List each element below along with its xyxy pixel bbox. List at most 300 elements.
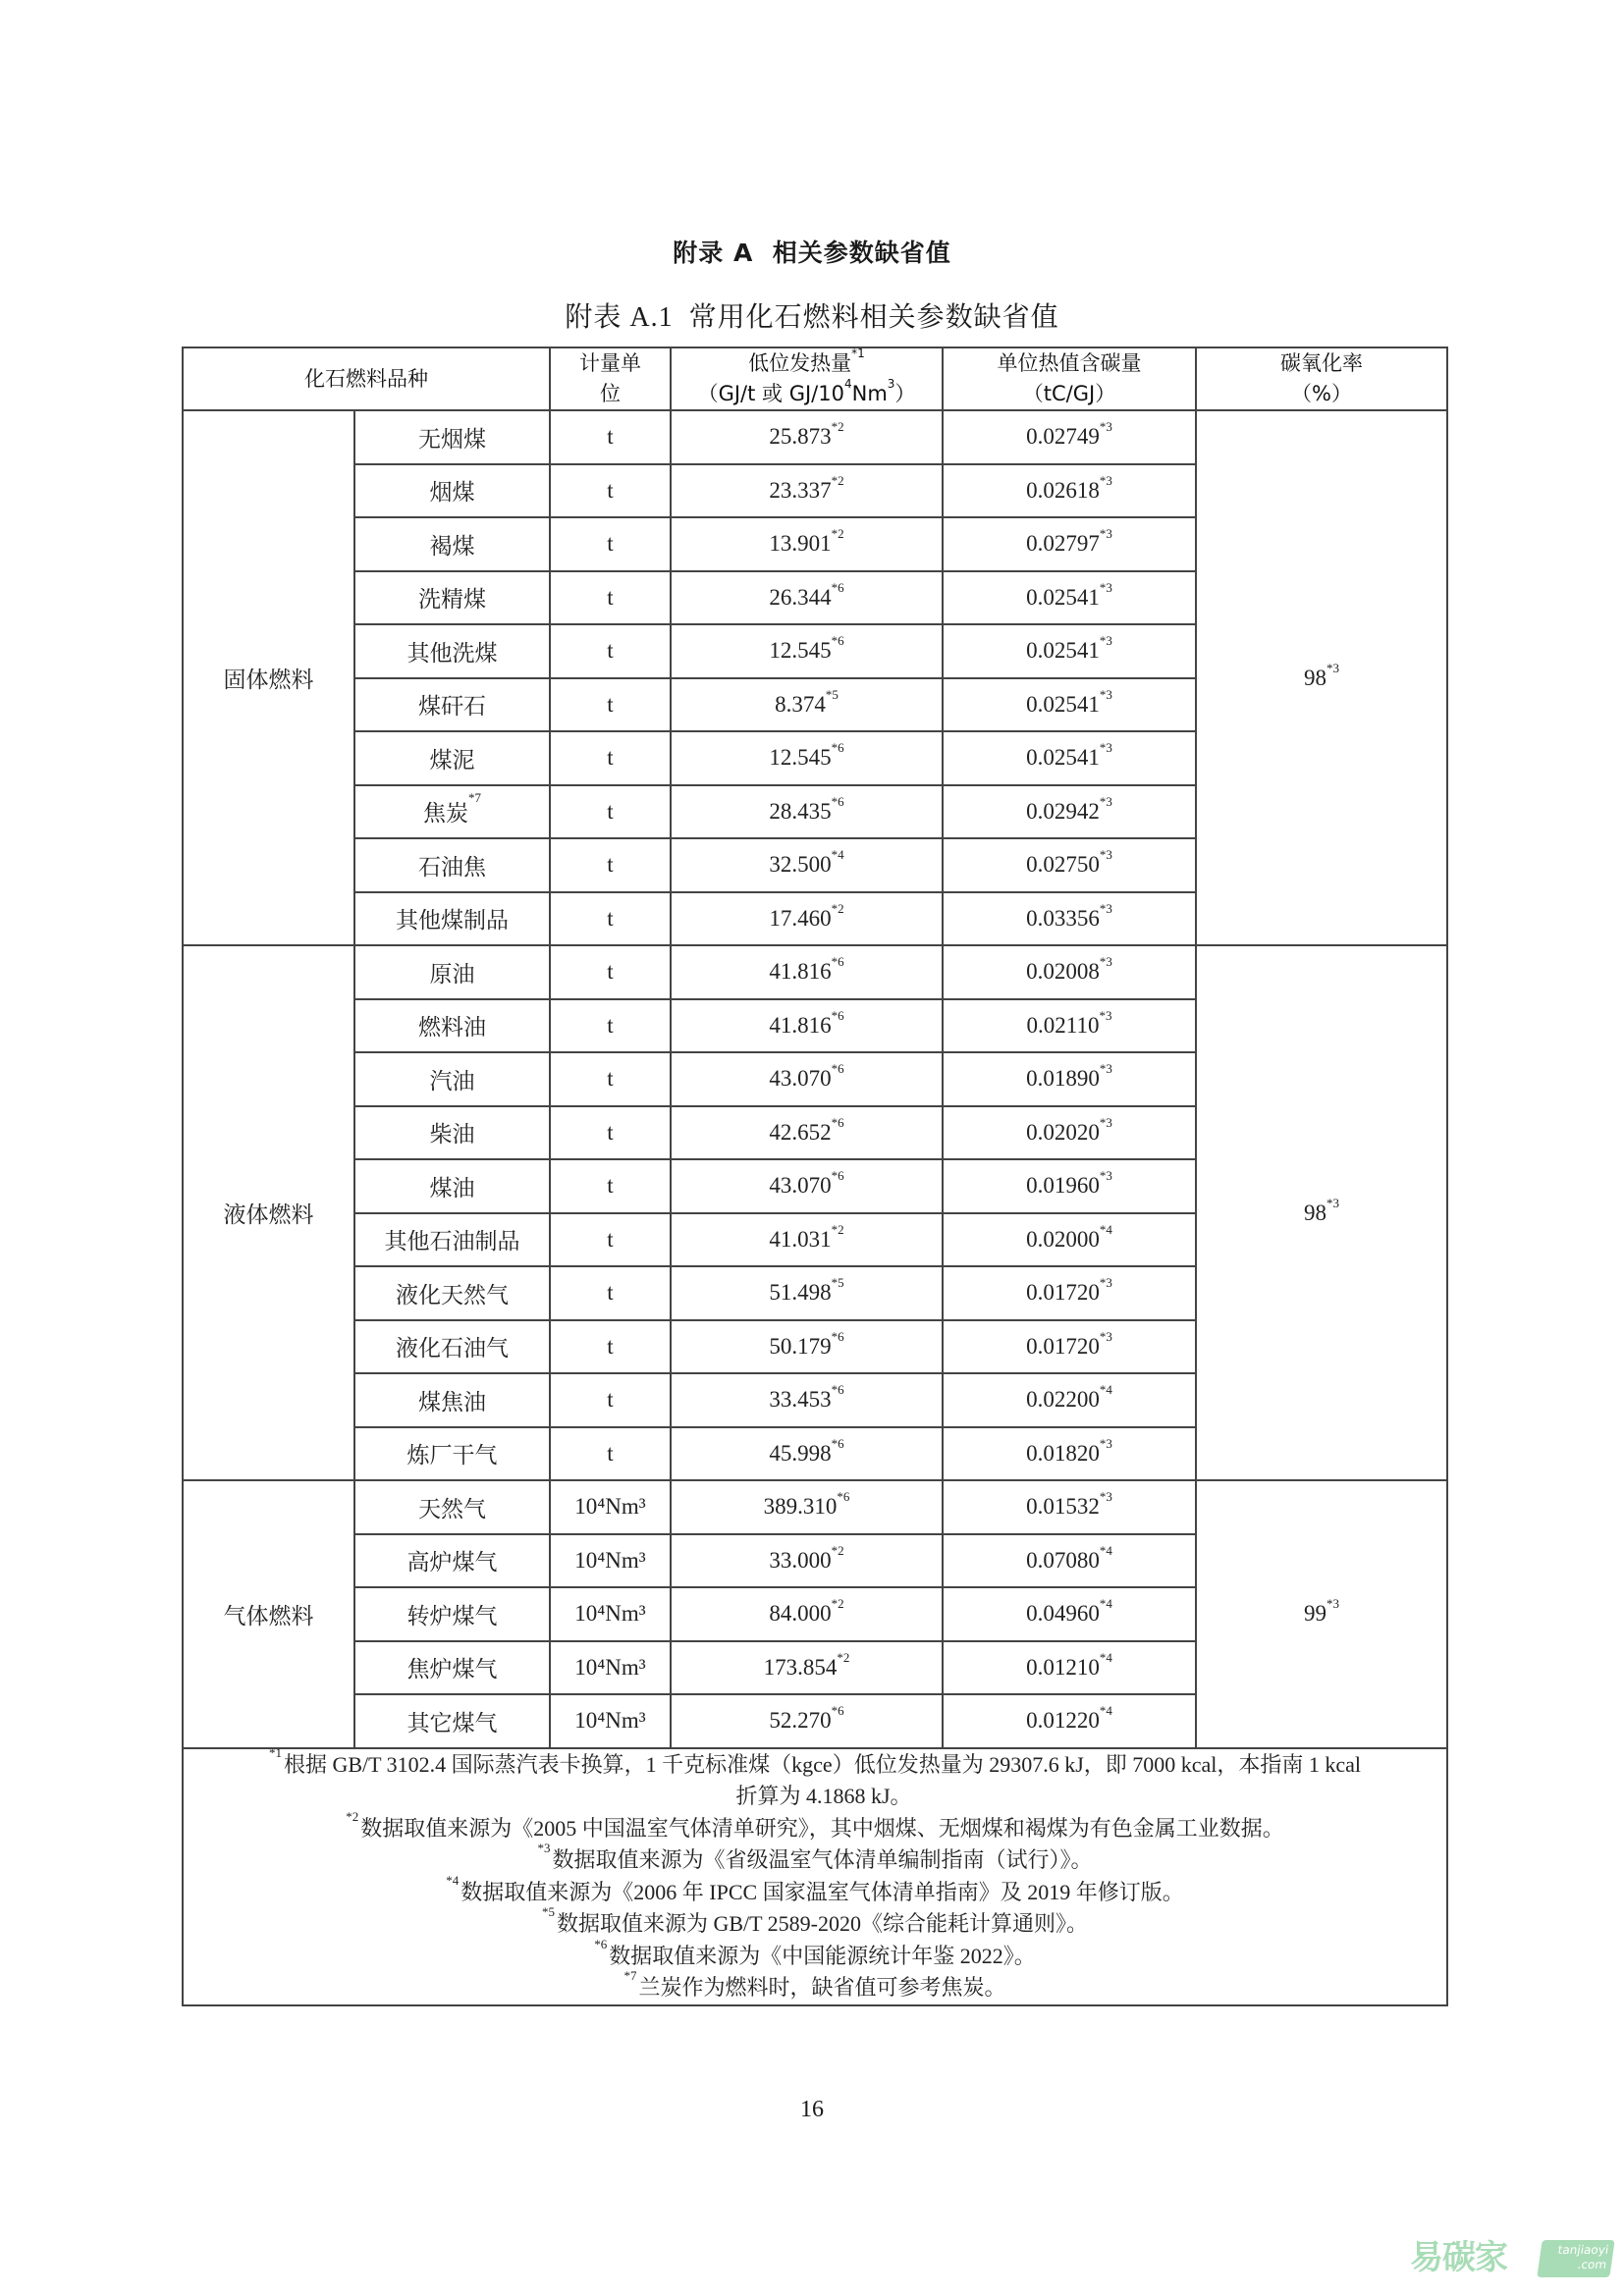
- fuel-name-cell-value: 转炉煤气: [406, 1603, 498, 1629]
- unit-cell: [550, 1694, 671, 1748]
- carbon-content-cell-value: 0.02000: [1026, 1226, 1100, 1252]
- ncv-cell-footnote-mark: *6: [831, 954, 844, 970]
- fuel-name-cell: [354, 1106, 550, 1160]
- unit-cell: [550, 1641, 671, 1695]
- header-ncv-mark: *1: [851, 347, 865, 360]
- unit-cell: [550, 945, 671, 999]
- carbon-content-cell-value: 0.01720: [1026, 1280, 1100, 1306]
- ncv-cell-footnote-mark: *6: [831, 1114, 844, 1130]
- fuel-name-cell-value: 燃料油: [418, 1015, 486, 1041]
- header-ox-unit: （%）: [1291, 382, 1352, 405]
- ncv-cell-footnote-mark: *6: [831, 1007, 844, 1023]
- ncv-cell-footnote-mark: *2: [831, 900, 844, 916]
- unit-cell-value: 10⁴Nm³: [574, 1547, 646, 1573]
- ncv-cell: [671, 945, 943, 999]
- footnote: [184, 1744, 1446, 1782]
- ncv-cell-value: 32.500: [769, 852, 832, 878]
- footnote-mark: *3: [537, 1841, 551, 1855]
- carbon-content-cell-value: 0.02797: [1026, 531, 1100, 557]
- ncv-cell-footnote-mark: *4: [831, 847, 844, 863]
- carbon-content-cell: [943, 1266, 1196, 1320]
- carbon-content-cell: [943, 731, 1196, 785]
- header-ncv-unit-exp: 4: [843, 377, 852, 391]
- category-cell: 液体燃料: [183, 945, 354, 1480]
- carbon-content-cell-footnote-mark: *4: [1099, 1542, 1112, 1558]
- carbon-content-cell-footnote-mark: *4: [1099, 1382, 1112, 1398]
- carbon-content-cell-value: 0.02008: [1026, 959, 1100, 985]
- watermark-logo: [1410, 2230, 1618, 2289]
- unit-cell-value: 10⁴Nm³: [574, 1494, 646, 1520]
- unit-cell: [550, 785, 671, 839]
- fuel-name-cell: [354, 785, 550, 839]
- carbon-content-cell: [943, 1159, 1196, 1213]
- carbon-content-cell-footnote-mark: *3: [1099, 1435, 1112, 1451]
- fuel-name-cell-value: 洗精煤: [418, 587, 486, 613]
- fuel-name-cell: [354, 1159, 550, 1213]
- ncv-cell-value: 26.344: [769, 584, 832, 610]
- fuel-name-cell: [354, 731, 550, 785]
- ncv-cell-value: 33.000: [769, 1547, 832, 1573]
- fuel-name-cell-value: 煤泥: [429, 747, 475, 773]
- fuel-name-cell-value: 汽油: [429, 1068, 475, 1094]
- category-cell: 固体燃料: [183, 410, 354, 945]
- carbon-content-cell-value: 0.04960: [1026, 1601, 1100, 1627]
- ncv-cell-value: 33.453: [769, 1387, 832, 1413]
- category-cell: 气体燃料: [183, 1480, 354, 1748]
- ncv-cell-value: 13.901: [769, 531, 832, 557]
- oxidation-rate-value: 98: [1304, 665, 1326, 690]
- unit-cell-value: t: [607, 745, 614, 771]
- carbon-content-cell-value: 0.01960: [1026, 1173, 1100, 1199]
- header-ncv: [671, 347, 943, 410]
- carbon-content-cell-footnote-mark: *4: [1099, 1649, 1112, 1665]
- ncv-cell-value: 23.337: [769, 477, 832, 503]
- ncv-cell: [671, 838, 943, 892]
- unit-cell: [550, 999, 671, 1053]
- ncv-cell: [671, 1052, 943, 1106]
- table-row: [183, 410, 1447, 464]
- carbon-content-cell-value: 0.01532: [1026, 1494, 1100, 1520]
- carbon-content-cell: [943, 1641, 1196, 1695]
- carbon-content-cell: [943, 892, 1196, 946]
- fuel-name-cell-value: 煤焦油: [418, 1389, 486, 1415]
- unit-cell-value: t: [607, 905, 614, 931]
- footnote: [184, 1808, 1446, 1845]
- unit-cell: [550, 1213, 671, 1267]
- fuel-name-cell: [354, 1427, 550, 1481]
- fuel-name-cell-value: 液化天然气: [396, 1282, 509, 1308]
- unit-cell: [550, 1373, 671, 1427]
- fuel-name-cell: [354, 517, 550, 571]
- unit-cell: [550, 517, 671, 571]
- ncv-cell: [671, 999, 943, 1053]
- unit-cell: [550, 410, 671, 464]
- carbon-content-cell-value: 0.03356: [1026, 905, 1100, 931]
- table-body: [183, 410, 1447, 1748]
- ncv-cell-value: 17.460: [769, 905, 832, 931]
- carbon-content-cell-value: 0.02541: [1026, 745, 1100, 771]
- footnote: [184, 1841, 1446, 1877]
- oxidation-rate-cell: [1196, 1480, 1447, 1748]
- unit-cell-value: t: [607, 424, 614, 450]
- header-ox-label: 碳氧化率: [1280, 351, 1363, 375]
- fuel-name-cell-value: 煤矸石: [418, 694, 486, 720]
- fuel-name-cell-value: 高炉煤气: [406, 1550, 498, 1575]
- fuel-name-cell: [354, 1694, 550, 1748]
- unit-cell-value: t: [607, 1387, 614, 1413]
- watermark-site-line1: tanjiaoyi: [1556, 2243, 1610, 2257]
- carbon-content-cell: [943, 410, 1196, 464]
- fuel-name-cell-value: 其他煤制品: [396, 908, 509, 934]
- oxidation-rate-value: 98: [1304, 1200, 1326, 1225]
- carbon-content-cell-footnote-mark: *3: [1099, 740, 1112, 756]
- footnote-mark: *2: [346, 1808, 359, 1824]
- watermark-site-badge: [1537, 2240, 1614, 2277]
- unit-cell: [550, 1320, 671, 1374]
- oxidation-rate-cell: [1196, 945, 1447, 1480]
- unit-cell-value: t: [607, 477, 614, 503]
- ncv-cell: [671, 464, 943, 518]
- fuel-name-cell-value: 焦炭: [423, 801, 468, 827]
- header-ncv-unit-a: （GJ/t 或 GJ/10: [697, 382, 844, 405]
- header-ncv-label: 低位发热量: [748, 351, 852, 375]
- unit-cell: [550, 624, 671, 678]
- carbon-content-cell-value: 0.02618: [1026, 477, 1100, 503]
- carbon-content-cell-footnote-mark: *4: [1099, 1596, 1112, 1612]
- unit-cell: [550, 1266, 671, 1320]
- carbon-content-cell-value: 0.02541: [1026, 584, 1100, 610]
- ncv-cell-footnote-mark: *6: [831, 740, 844, 756]
- unit-cell-value: t: [607, 1173, 614, 1199]
- fuel-name-cell-value: 天然气: [418, 1496, 486, 1522]
- carbon-content-cell-footnote-mark: *3: [1099, 633, 1112, 649]
- ncv-cell-value: 52.270: [769, 1708, 832, 1734]
- carbon-content-cell: [943, 945, 1196, 999]
- carbon-content-cell-value: 0.02749: [1026, 424, 1100, 450]
- unit-cell-value: t: [607, 1066, 614, 1092]
- fuel-name-cell-value: 原油: [429, 961, 475, 987]
- oxidation-rate-cell: [1196, 410, 1447, 945]
- carbon-content-cell-value: 0.01720: [1026, 1333, 1100, 1359]
- ncv-cell-footnote-mark: *6: [831, 1328, 844, 1344]
- ncv-cell: [671, 624, 943, 678]
- carbon-content-cell-footnote-mark: *3: [1099, 1168, 1112, 1184]
- carbon-content-cell-value: 0.02750: [1026, 852, 1100, 878]
- carbon-content-cell-footnote-mark: *3: [1099, 793, 1112, 809]
- unit-cell: [550, 1159, 671, 1213]
- unit-cell: [550, 731, 671, 785]
- ncv-cell-footnote-mark: *6: [831, 1382, 844, 1398]
- carbon-content-cell: [943, 464, 1196, 518]
- unit-cell-value: t: [607, 531, 614, 557]
- watermark-brand: 易碳家: [1410, 2238, 1507, 2277]
- unit-cell: [550, 1052, 671, 1106]
- appendix-title: 附录 A 相关参数缺省值: [673, 239, 951, 267]
- carbon-content-cell-value: 0.02110: [1026, 1012, 1100, 1038]
- carbon-content-cell: [943, 678, 1196, 732]
- unit-cell: [550, 1427, 671, 1481]
- ncv-cell-value: 43.070: [769, 1173, 832, 1199]
- ncv-cell-value: 42.652: [769, 1119, 832, 1145]
- ncv-cell: [671, 1266, 943, 1320]
- header-ncv-unit-b: Nm: [851, 382, 888, 405]
- ncv-cell: [671, 1534, 943, 1588]
- unit-cell-value: t: [607, 1280, 614, 1306]
- carbon-content-cell-value: 0.02541: [1026, 638, 1100, 664]
- ncv-cell-footnote-mark: *2: [831, 419, 844, 435]
- ncv-cell: [671, 892, 943, 946]
- header-carbon-content: [943, 347, 1196, 410]
- footnote-text: 数据取值来源为《2005 中国温室气体清单研究》，其中烟煤、无烟煤和褐煤为有色金属工业数据。: [360, 1815, 1284, 1841]
- fuel-name-cell: [354, 1373, 550, 1427]
- ncv-cell: [671, 1587, 943, 1641]
- carbon-content-cell-footnote-mark: *4: [1099, 1221, 1112, 1237]
- carbon-content-cell-value: 0.01890: [1026, 1066, 1100, 1092]
- ncv-cell-footnote-mark: *6: [831, 1703, 844, 1719]
- fuel-name-cell-value: 其他洗煤: [406, 640, 498, 666]
- carbon-content-cell-value: 0.01820: [1026, 1440, 1100, 1466]
- footnote-text: 根据 GB/T 3102.4 国际蒸汽表卡换算，1 千克标准煤（kgce）低位发热量为 29307.6 kJ，即 7000 kcal，本指南 1 kcal: [283, 1751, 1362, 1777]
- ncv-cell-value: 41.816: [769, 1012, 832, 1038]
- header-cc-label: 单位热值含碳量: [997, 351, 1142, 375]
- carbon-content-cell-footnote-mark: *3: [1099, 954, 1112, 970]
- carbon-content-cell-footnote-mark: *3: [1099, 1275, 1112, 1291]
- unit-cell-value: t: [607, 691, 614, 717]
- ncv-cell-footnote-mark: *6: [837, 1489, 850, 1505]
- carbon-content-cell: [943, 1587, 1196, 1641]
- carbon-content-cell-footnote-mark: *3: [1099, 1061, 1112, 1077]
- unit-cell-value: t: [607, 798, 614, 824]
- footnote-mark: *5: [541, 1904, 555, 1919]
- unit-cell: [550, 464, 671, 518]
- carbon-content-cell: [943, 1213, 1196, 1267]
- ncv-cell-footnote-mark: *2: [831, 1221, 844, 1237]
- unit-cell-value: t: [607, 1333, 614, 1359]
- table-row: [183, 945, 1447, 999]
- ncv-cell-footnote-mark: *6: [831, 793, 844, 809]
- ncv-cell-footnote-mark: *2: [837, 1649, 850, 1665]
- carbon-content-cell: [943, 624, 1196, 678]
- carbon-content-cell-footnote-mark: *3: [1099, 472, 1112, 488]
- carbon-content-cell-value: 0.02200: [1026, 1387, 1100, 1413]
- ncv-cell-value: 84.000: [769, 1601, 832, 1627]
- ncv-cell-value: 41.031: [769, 1226, 832, 1252]
- carbon-content-cell-footnote-mark: *3: [1099, 526, 1112, 542]
- carbon-content-cell-footnote-mark: *3: [1099, 1114, 1112, 1130]
- carbon-content-cell: [943, 838, 1196, 892]
- footnote-mark: *7: [623, 1968, 637, 1983]
- footnote-text: 数据取值来源为《中国能源统计年鉴 2022》。: [609, 1943, 1036, 1968]
- carbon-content-cell: [943, 1320, 1196, 1374]
- ncv-cell-footnote-mark: *6: [831, 1168, 844, 1184]
- watermark-site-line2: .com: [1576, 2258, 1608, 2271]
- carbon-content-cell-footnote-mark: *3: [1099, 419, 1112, 435]
- oxidation-rate-footnote-mark: *3: [1326, 1596, 1339, 1612]
- ncv-cell-footnote-mark: *6: [831, 633, 844, 649]
- oxidation-rate-footnote-mark: *3: [1326, 1195, 1339, 1210]
- ncv-cell-value: 50.179: [769, 1333, 832, 1359]
- carbon-content-cell: [943, 999, 1196, 1053]
- header-cc-unit: （tC/GJ）: [1022, 382, 1116, 405]
- header-ncv-unit-c: ）: [894, 382, 916, 405]
- carbon-content-cell-footnote-mark: *3: [1099, 847, 1112, 863]
- table-row: [183, 1480, 1447, 1534]
- fuel-name-cell: [354, 1480, 550, 1534]
- carbon-content-cell-value: 0.01220: [1026, 1708, 1100, 1734]
- unit-cell: [550, 1587, 671, 1641]
- ncv-cell: [671, 1213, 943, 1267]
- carbon-content-cell: [943, 1052, 1196, 1106]
- footnote: [184, 1936, 1446, 1973]
- carbon-content-cell-footnote-mark: *3: [1099, 1328, 1112, 1344]
- ncv-cell-value: 8.374: [775, 691, 826, 717]
- ncv-cell-value: 12.545: [769, 745, 832, 771]
- fuel-name-cell-value: 液化石油气: [396, 1336, 509, 1362]
- ncv-cell: [671, 571, 943, 625]
- ncv-cell-value: 45.998: [769, 1440, 832, 1466]
- footnote-text: 兰炭作为燃料时，缺省值可参考焦炭。: [638, 1975, 1006, 2000]
- ncv-cell-footnote-mark: *5: [825, 686, 839, 702]
- fuel-name-cell: [354, 571, 550, 625]
- fuel-name-cell: [354, 1052, 550, 1106]
- ncv-cell-footnote-mark: *6: [831, 1061, 844, 1077]
- ncv-cell-footnote-mark: *2: [831, 472, 844, 488]
- unit-cell-value: t: [607, 584, 614, 610]
- fuel-name-cell-value: 石油焦: [418, 854, 486, 880]
- carbon-content-cell-footnote-mark: *4: [1099, 1703, 1112, 1719]
- ncv-cell-value: 389.310: [763, 1494, 838, 1520]
- ncv-cell-value: 28.435: [769, 798, 832, 824]
- ncv-cell: [671, 678, 943, 732]
- footnote-mark: *4: [446, 1872, 460, 1888]
- unit-cell: [550, 571, 671, 625]
- fuel-name-cell-value: 柴油: [429, 1122, 475, 1148]
- fuel-name-cell: [354, 1587, 550, 1641]
- footnote-mark: *6: [594, 1936, 608, 1951]
- carbon-content-cell: [943, 1106, 1196, 1160]
- carbon-content-cell-footnote-mark: *3: [1099, 579, 1112, 595]
- unit-cell-value: 10⁴Nm³: [574, 1601, 646, 1627]
- fuel-parameters-table: [182, 347, 1448, 2006]
- carbon-content-cell: [943, 1373, 1196, 1427]
- carbon-content-cell: [943, 1534, 1196, 1588]
- header-ncv-unit-exp2: 3: [887, 377, 895, 391]
- unit-cell: [550, 892, 671, 946]
- ncv-cell-footnote-mark: *5: [831, 1275, 844, 1291]
- ncv-cell: [671, 1480, 943, 1534]
- fuel-name-cell: [354, 1320, 550, 1374]
- footnote-mark: *1: [268, 1744, 282, 1760]
- fuel-name-cell: [354, 892, 550, 946]
- ncv-cell: [671, 1320, 943, 1374]
- fuel-name-cell: [354, 838, 550, 892]
- unit-cell: [550, 838, 671, 892]
- carbon-content-cell-footnote-mark: *3: [1099, 1489, 1112, 1505]
- ncv-cell: [671, 1373, 943, 1427]
- unit-cell: [550, 1106, 671, 1160]
- footnote-text: 数据取值来源为 GB/T 2589-2020《综合能耗计算通则》。: [556, 1911, 1089, 1936]
- carbon-content-cell-value: 0.07080: [1026, 1547, 1100, 1573]
- unit-cell-value: t: [607, 638, 614, 664]
- page-number: 16: [800, 2097, 824, 2122]
- unit-cell-value: t: [607, 852, 614, 878]
- fuel-name-cell: [354, 464, 550, 518]
- ncv-cell-value: 173.854: [763, 1654, 838, 1680]
- unit-cell-value: t: [607, 959, 614, 985]
- footnotes-row: [183, 1748, 1447, 2005]
- ncv-cell-value: 12.545: [769, 638, 832, 664]
- header-unit-text: 计量单位: [579, 351, 641, 405]
- ncv-cell: [671, 1694, 943, 1748]
- unit-cell-value: t: [607, 1440, 614, 1466]
- header-row: [183, 347, 1447, 410]
- fuel-name-cell-value: 烟煤: [429, 480, 475, 506]
- ncv-cell-footnote-mark: *6: [831, 579, 844, 595]
- footnote-continuation: 折算为 4.1868 kJ。: [735, 1784, 912, 1808]
- fuel-name-cell-value: 其他石油制品: [384, 1229, 520, 1255]
- fuel-name-cell: [354, 410, 550, 464]
- carbon-content-cell-value: 0.02541: [1026, 691, 1100, 717]
- fuel-name-cell-value: 其它煤气: [406, 1710, 498, 1735]
- footnote-text: 数据取值来源为《省级温室气体清单编制指南（试行）》。: [552, 1847, 1093, 1872]
- ncv-cell-value: 51.498: [769, 1280, 832, 1306]
- carbon-content-cell-footnote-mark: *3: [1099, 1007, 1112, 1023]
- ncv-cell: [671, 1106, 943, 1160]
- fuel-name-cell-footnote-mark: *7: [468, 790, 481, 806]
- ncv-cell: [671, 1641, 943, 1695]
- ncv-cell-footnote-mark: *2: [831, 1596, 844, 1612]
- carbon-content-cell-footnote-mark: *3: [1099, 686, 1112, 702]
- footnotes: [183, 1744, 1447, 2005]
- carbon-content-cell: [943, 571, 1196, 625]
- fuel-name-cell-value: 褐煤: [429, 533, 475, 559]
- carbon-content-cell: [943, 517, 1196, 571]
- carbon-content-cell-footnote-mark: *3: [1099, 900, 1112, 916]
- ncv-cell: [671, 1159, 943, 1213]
- unit-cell-value: t: [607, 1012, 614, 1038]
- footnote-text: 数据取值来源为《2006 年 IPCC 国家温室气体清单指南》及 2019 年修订版。: [460, 1879, 1184, 1904]
- fuel-name-cell: [354, 1534, 550, 1588]
- fuel-name-cell-value: 无烟煤: [418, 426, 486, 452]
- header-fuel-type: 化石燃料品种: [183, 347, 550, 410]
- ncv-cell-footnote-mark: *2: [831, 1542, 844, 1558]
- ncv-cell: [671, 785, 943, 839]
- table-title: 附表 A.1 常用化石燃料相关参数缺省值: [565, 302, 1059, 333]
- ncv-cell: [671, 410, 943, 464]
- unit-cell-value: t: [607, 1226, 614, 1252]
- ncv-cell: [671, 1427, 943, 1481]
- oxidation-rate-value: 99: [1304, 1601, 1326, 1627]
- unit-cell: [550, 678, 671, 732]
- unit-cell-value: 10⁴Nm³: [574, 1654, 646, 1680]
- carbon-content-cell: [943, 1427, 1196, 1481]
- carbon-content-cell: [943, 1480, 1196, 1534]
- header-unit: [550, 347, 671, 410]
- fuel-name-cell-value: 炼厂干气: [406, 1443, 498, 1468]
- unit-cell-value: 10⁴Nm³: [574, 1708, 646, 1734]
- fuel-name-cell: [354, 945, 550, 999]
- fuel-name-cell: [354, 999, 550, 1053]
- ncv-cell-value: 25.873: [769, 424, 832, 450]
- oxidation-rate-footnote-mark: *3: [1326, 660, 1339, 675]
- ncv-cell-footnote-mark: *6: [831, 1435, 844, 1451]
- fuel-name-cell-value: 煤油: [429, 1175, 475, 1201]
- fuel-name-cell: [354, 624, 550, 678]
- carbon-content-cell-value: 0.02020: [1026, 1119, 1100, 1145]
- ncv-cell: [671, 517, 943, 571]
- footnote: [184, 1904, 1446, 1941]
- unit-cell: [550, 1480, 671, 1534]
